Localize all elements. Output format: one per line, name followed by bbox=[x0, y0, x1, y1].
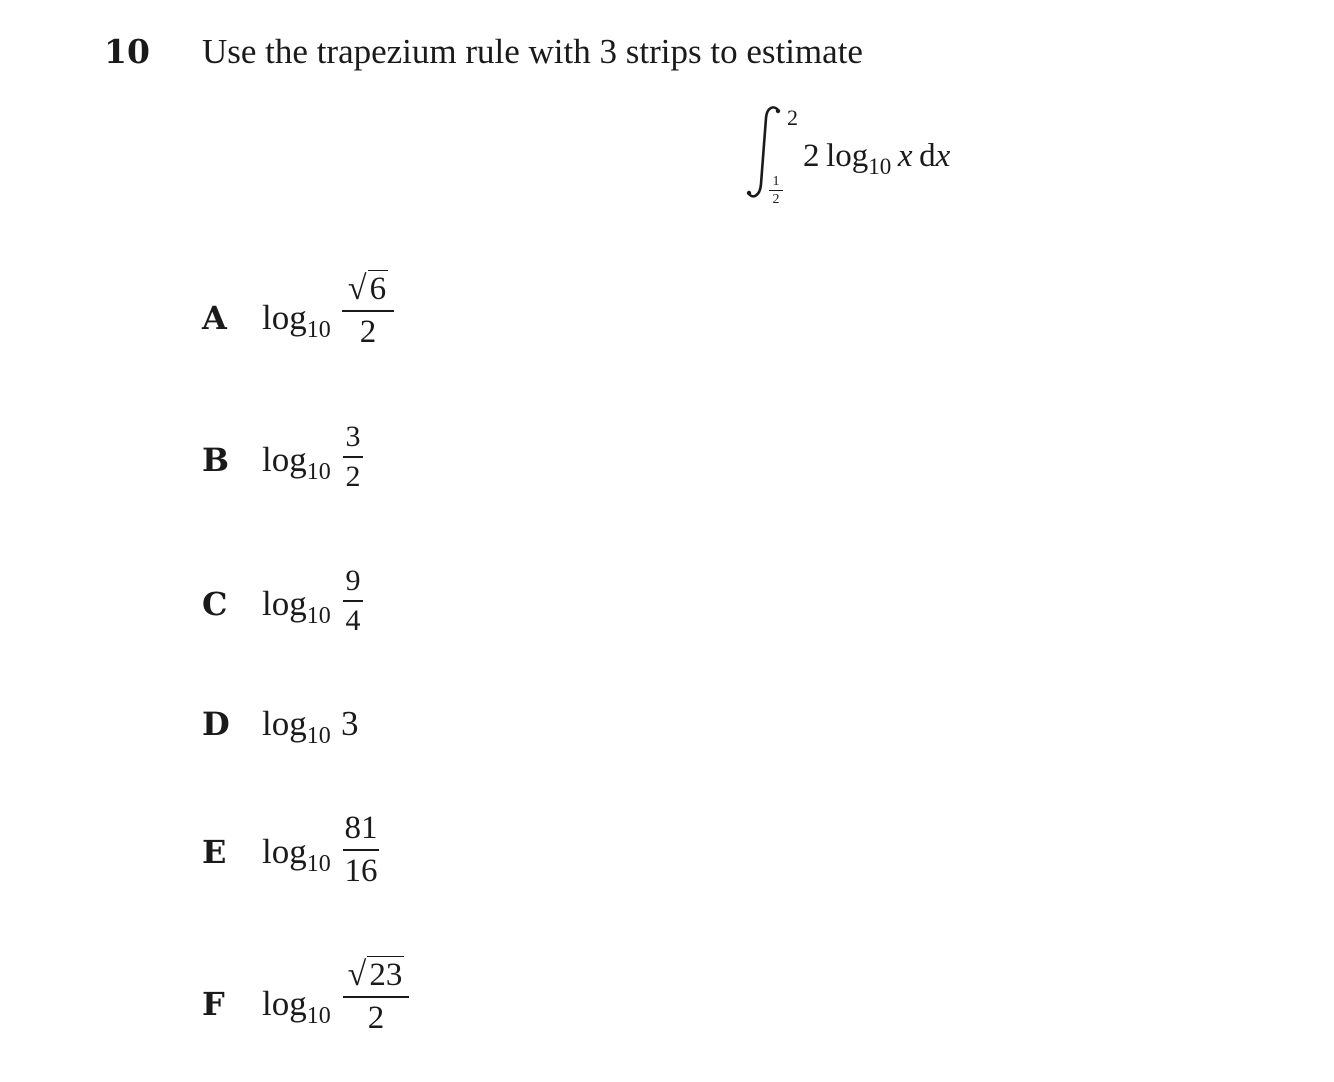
log-text: log bbox=[262, 584, 307, 623]
option-b-letter[interactable]: B bbox=[202, 441, 230, 479]
option-d-argument: 3 bbox=[341, 704, 359, 743]
log-base: 10 bbox=[306, 851, 331, 877]
sqrt-icon: √ bbox=[347, 270, 367, 307]
option-e-denominator: 16 bbox=[344, 852, 378, 889]
option-e-fraction bbox=[342, 812, 380, 888]
option-f-fraction bbox=[342, 958, 410, 1035]
option-a-letter[interactable]: A bbox=[202, 299, 227, 337]
option-a-fraction-bar bbox=[342, 310, 394, 312]
question-number: 10 bbox=[104, 32, 150, 71]
log-base: 10 bbox=[306, 317, 331, 343]
option-a-log bbox=[262, 298, 331, 342]
option-a-radicand: 6 bbox=[369, 271, 387, 307]
option-a-fraction bbox=[342, 272, 394, 349]
integral-upper-limit: 2 bbox=[787, 105, 798, 130]
log-base: 10 bbox=[306, 723, 331, 749]
option-a-sqrt bbox=[348, 272, 388, 306]
option-c-denominator: 4 bbox=[345, 603, 361, 637]
lower-limit-denominator: 2 bbox=[772, 192, 780, 207]
sqrt-icon: √ bbox=[347, 956, 367, 993]
integrand-log-base: 10 bbox=[868, 154, 892, 179]
option-d-letter[interactable]: D bbox=[202, 705, 230, 743]
log-text: log bbox=[262, 704, 307, 743]
option-c-fraction-bar bbox=[343, 600, 363, 602]
log-text: log bbox=[262, 984, 307, 1023]
log-text: log bbox=[262, 298, 307, 337]
option-b-fraction-bar bbox=[343, 456, 363, 458]
option-b-denominator: 2 bbox=[345, 459, 361, 493]
option-f-fraction-bar bbox=[343, 996, 409, 998]
log-base: 10 bbox=[306, 1003, 331, 1029]
option-e-letter[interactable]: E bbox=[202, 833, 227, 871]
log-text: log bbox=[262, 832, 307, 871]
option-e-fraction-bar bbox=[343, 849, 379, 851]
lower-limit-fraction-bar bbox=[769, 190, 783, 191]
option-c-numerator: 9 bbox=[345, 564, 361, 597]
lower-limit-numerator: 1 bbox=[772, 174, 780, 189]
option-d-log bbox=[262, 704, 331, 748]
integrand-variable: x bbox=[897, 138, 913, 174]
log-base: 10 bbox=[306, 603, 331, 629]
option-f-denominator: 2 bbox=[367, 999, 385, 1036]
option-f-letter[interactable]: F bbox=[202, 985, 225, 1023]
question-prompt: Use the trapezium rule with 3 strips to estimate bbox=[202, 32, 863, 71]
option-f-sqrt bbox=[348, 958, 405, 992]
log-base: 10 bbox=[306, 459, 331, 485]
integrand-function: log bbox=[826, 138, 869, 174]
option-e-numerator: 81 bbox=[344, 810, 378, 846]
option-c-log bbox=[262, 584, 331, 628]
differential-d: d bbox=[919, 138, 936, 174]
integral-expression bbox=[745, 104, 985, 216]
integrand bbox=[803, 136, 950, 179]
option-b-numerator: 3 bbox=[345, 420, 361, 453]
option-c-fraction bbox=[340, 566, 366, 636]
option-f-radicand: 23 bbox=[369, 957, 403, 993]
integral-lower-limit bbox=[769, 174, 783, 207]
differential-variable: x bbox=[935, 138, 951, 174]
option-f-log bbox=[262, 984, 331, 1028]
option-b-fraction bbox=[340, 422, 366, 492]
log-text: log bbox=[262, 440, 307, 479]
integrand-coefficient: 2 bbox=[803, 138, 820, 174]
option-b-log bbox=[262, 440, 331, 484]
option-c-letter[interactable]: C bbox=[202, 585, 228, 623]
option-a-denominator: 2 bbox=[359, 313, 377, 350]
option-e-log bbox=[262, 832, 331, 876]
